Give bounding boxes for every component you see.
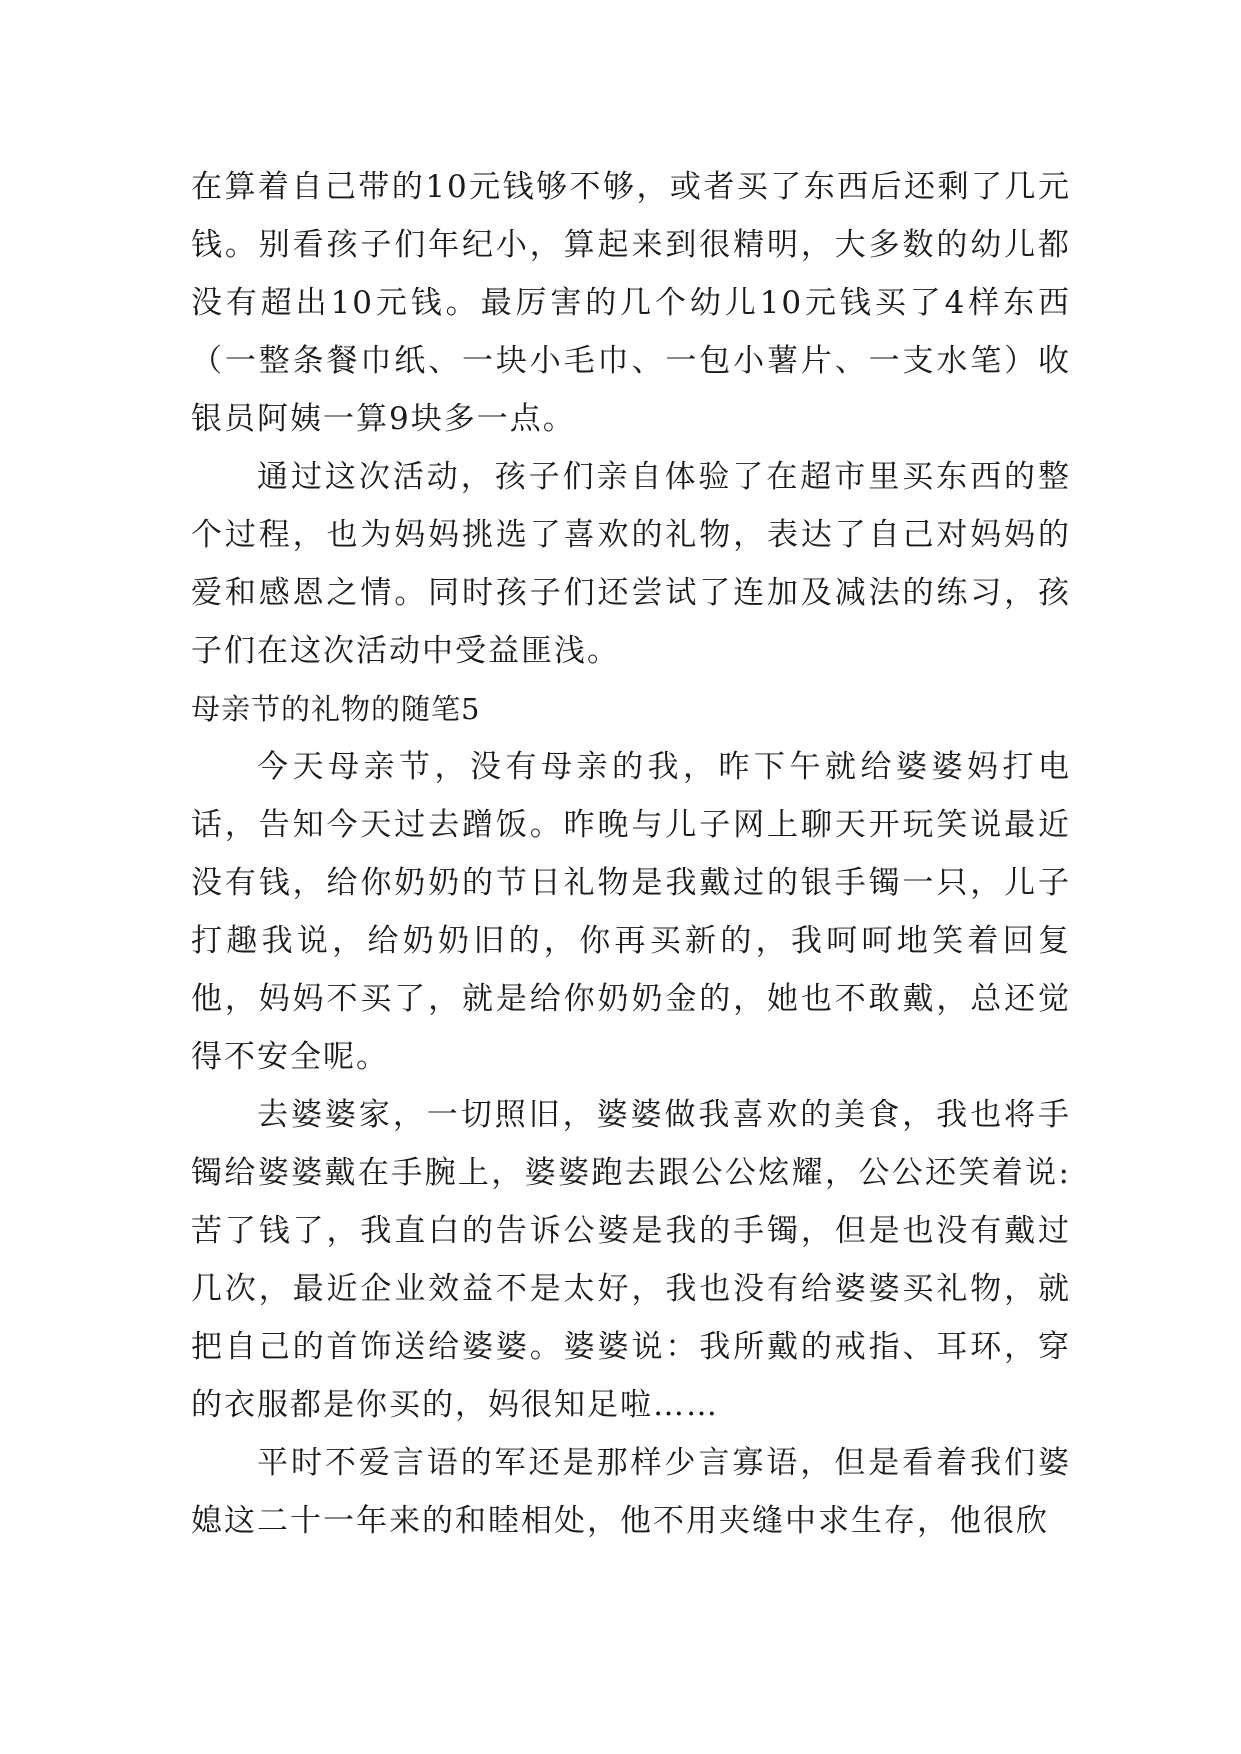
paragraph-visit-mother-in-law: 去婆婆家，一切照旧，婆婆做我喜欢的美食，我也将手镯给婆婆戴在手腕上，婆婆跑去跟公公炫耀，公公还笑着说:苦了钱了，我直白的告诉公婆是我的手镯，但是也没有戴过几次，最近企业效益不是太好，我也没有给婆婆买礼物，就把自己的首饰送给婆婆。婆婆说：我所戴的戒指、耳环，穿的衣服都是你买的，妈很知足啦…… bbox=[191, 1097, 1071, 1423]
document-body bbox=[191, 158, 1071, 1550]
section-title: 母亲节的礼物的随笔5 bbox=[191, 692, 481, 726]
paragraph-mothers-day-call: 今天母亲节，没有母亲的我，昨下午就给婆婆妈打电话，告知今天过去蹭饭。昨晚与儿子网上聊天开玩笑说最近没有钱，给你奶奶的节日礼物是我戴过的银手镯一只，儿子打趣我说，给奶奶旧的，你再买新的，我呵呵地笑着回复他，妈妈不买了，就是给你奶奶金的，她也不敢戴，总还觉得不安全呢。 bbox=[191, 749, 1071, 1075]
paragraph-activity-summary: 通过这次活动，孩子们亲自体验了在超市里买东西的整个过程，也为妈妈挑选了喜欢的礼物，表达了自己对妈妈的爱和感恩之情。同时孩子们还尝试了连加及减法的练习，孩子们在这次活动中受益匪浅。 bbox=[191, 459, 1071, 669]
paragraph-husband: 平时不爱言语的军还是那样少言寡语，但是看着我们婆媳这二十一年来的和睦相处，他不用夹缝中求生存，他很欣 bbox=[191, 1445, 1071, 1539]
paragraph-shopping-math: 在算着自己带的10元钱够不够，或者买了东西后还剩了几元钱。别看孩子们年纪小，算起来到很精明，大多数的幼儿都没有超出10元钱。最厉害的几个幼儿10元钱买了4样东西（一整条餐巾纸、一块小毛巾、一包小薯片、一支水笔）收银员阿姨一算9块多一点。 bbox=[191, 169, 1071, 437]
